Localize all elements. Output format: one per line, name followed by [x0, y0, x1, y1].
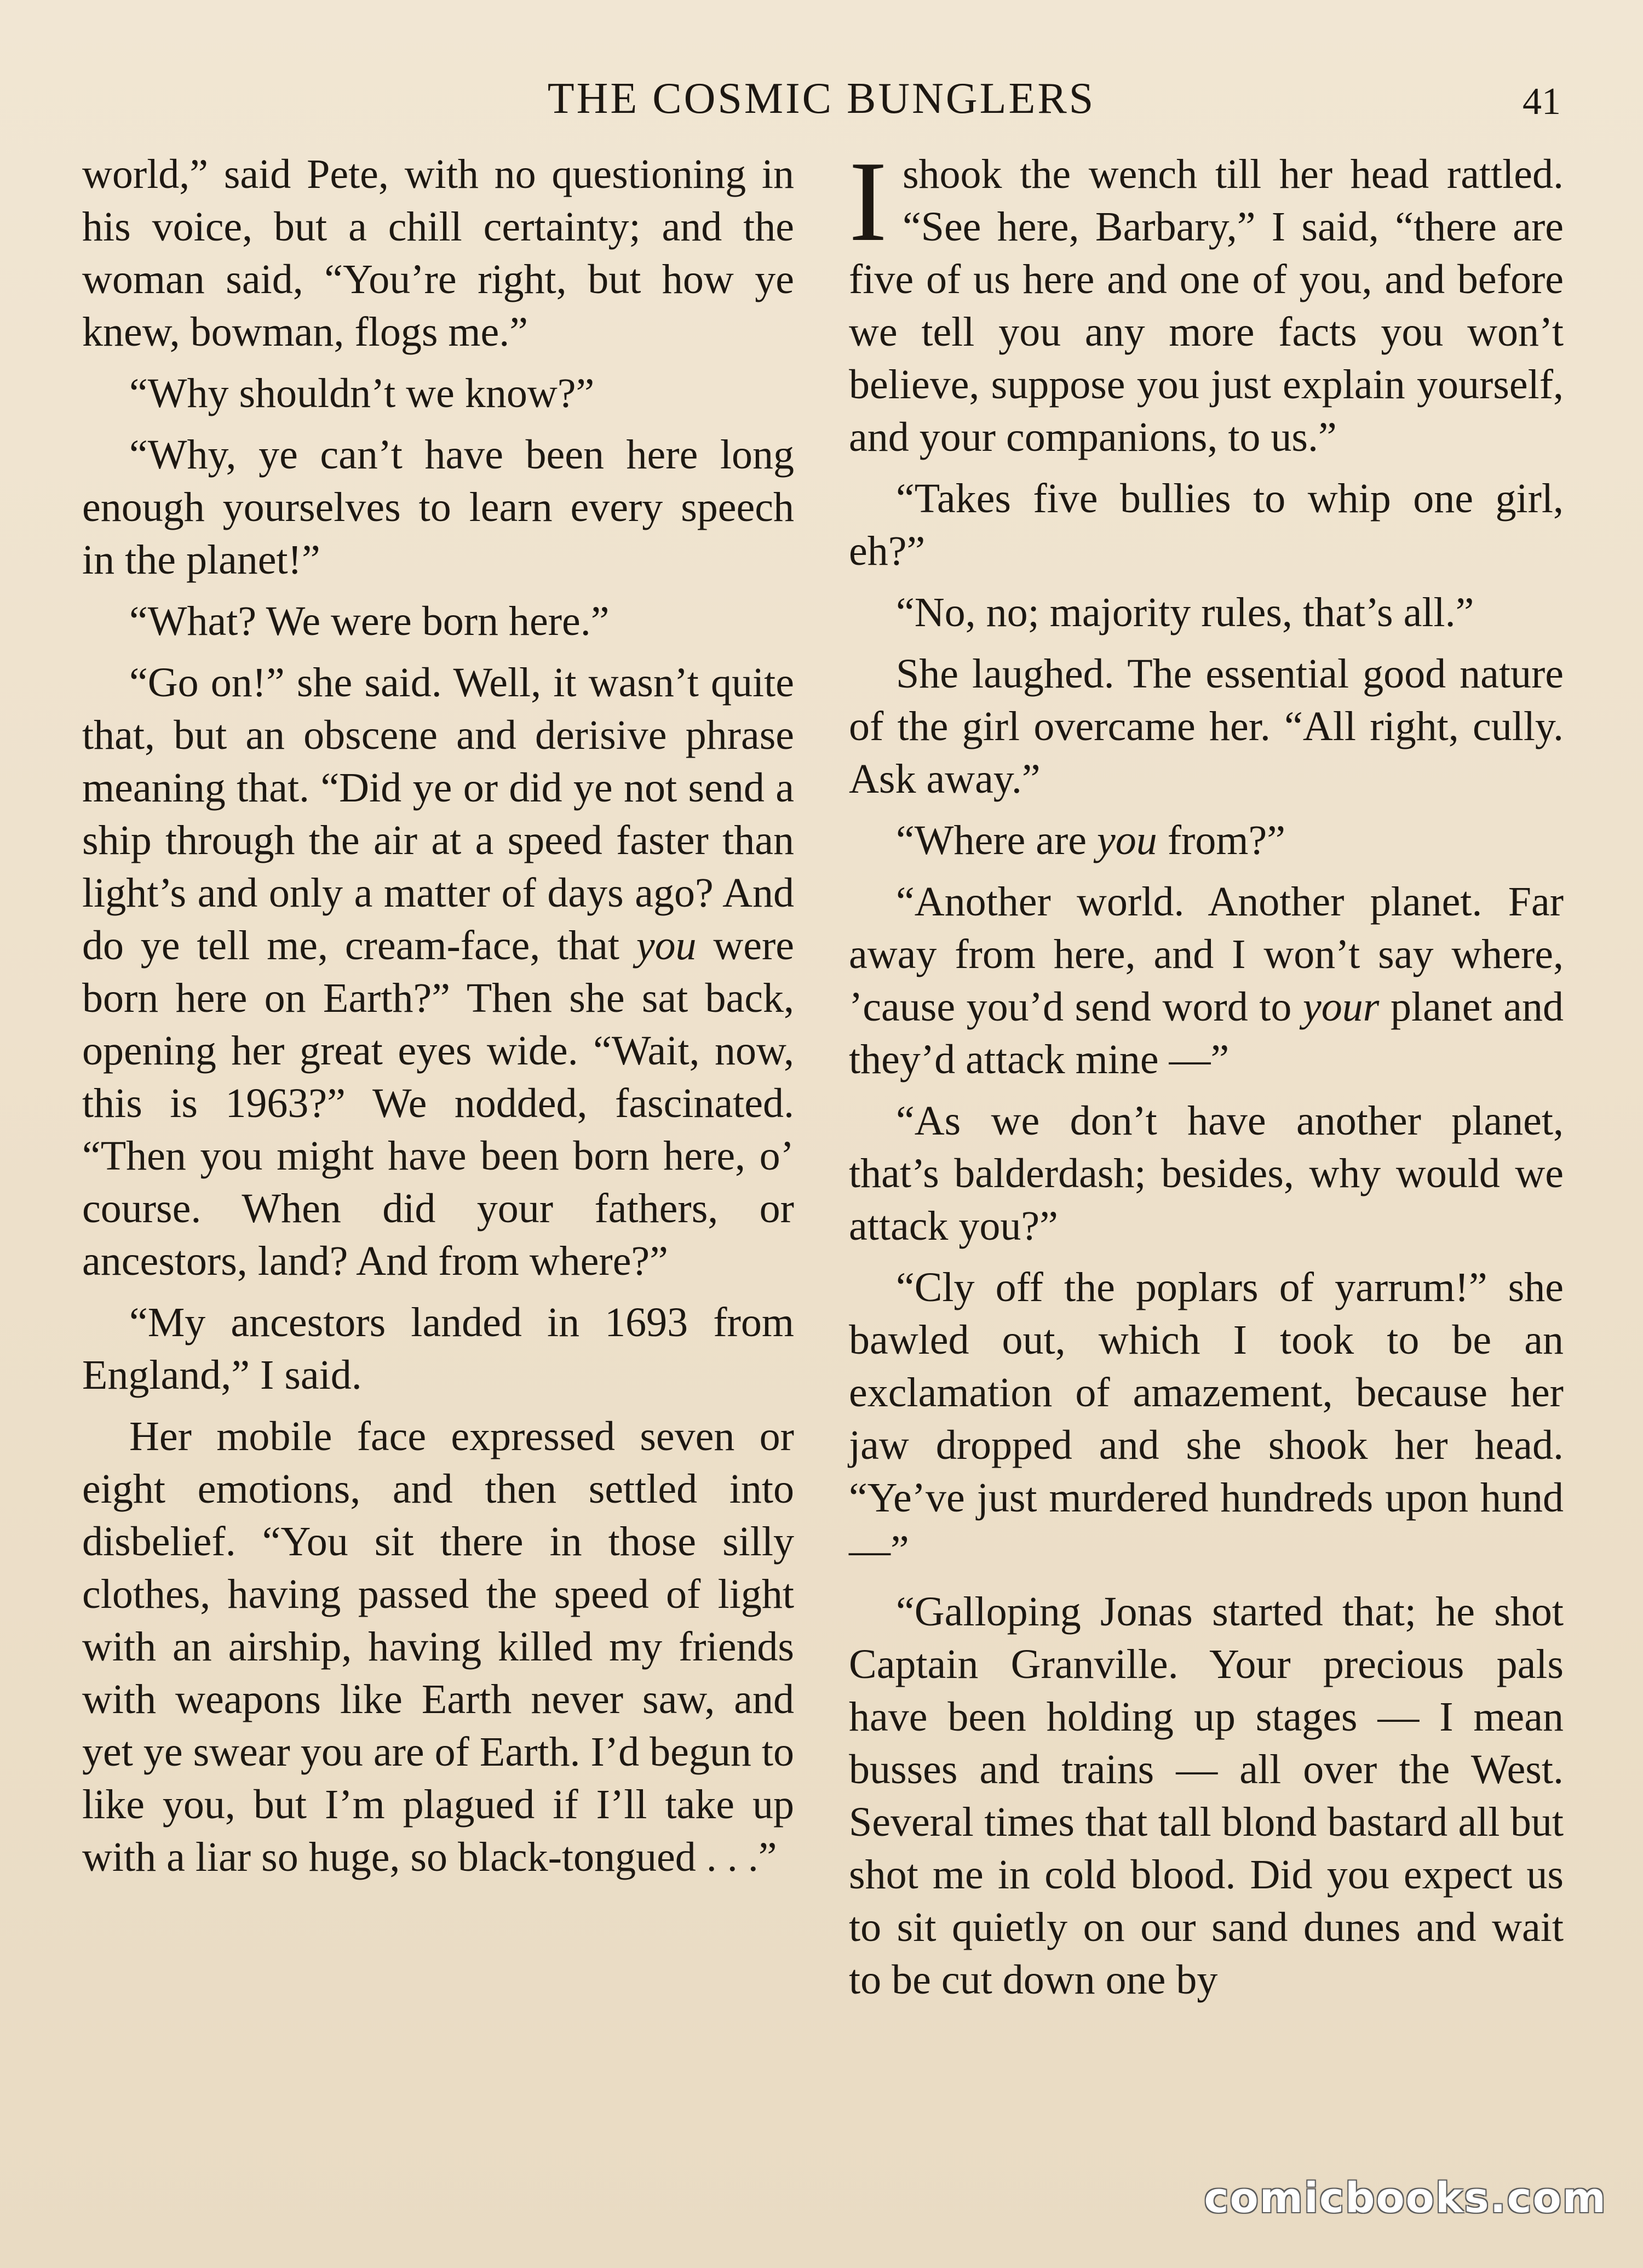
watermark: comicbooks.com: [1204, 2173, 1607, 2222]
paragraph: “Cly off the poplars of yarrum!” she bawled out, which I took to be an exclamation of amazement, because her jaw dropped and she shook her head. “Ye’ve just murdered hundreds upon hund—”: [849, 1264, 1564, 1573]
emphasis: your: [1303, 984, 1380, 1030]
paragraph: “My ancestors landed in 1693 from England,” I said.: [82, 1299, 794, 1398]
right-column: [849, 138, 1564, 2202]
page-number: 41: [1523, 81, 1561, 123]
text-run: shook the wench till her head rattled. “See here, Barbary,” I said, “there are five of us here and one of you, and before we tell you any more facts you won’t believe, suppose you just explain yourself, and your companions, to us.”: [849, 151, 1564, 460]
text-run: “Where are: [896, 817, 1098, 863]
paragraph: “Galloping Jonas started that; he shot Captain Granville. Your precious pals have been holding up stages — I mean busses and trains — all over the West. Several times that tall blond bastard all but shot me in cold blood. Did you expect us to sit quietly on our sand dunes and wait to be cut down one by: [849, 1589, 1564, 2003]
emphasis: you: [1097, 817, 1157, 863]
running-title: THE COSMIC BUNGLERS: [547, 75, 1096, 123]
paragraph: “Why, ye can’t have been here long enough yourselves to learn every speech in the planet!”: [82, 432, 794, 583]
drop-cap: I: [849, 138, 887, 265]
paragraph: [849, 814, 1564, 867]
text-run: “Another world. Another planet. Far away from here, and I won’t say where, ’cause you’d send word to: [849, 879, 1564, 1030]
paragraph: Her mobile face expressed seven or eight emotions, and then settled into disbelief. “You sit there in those silly clothes, having passed the speed of light with an airship, having killed my friends with weapons like Earth never saw, and yet ye swear you are of Earth. I’d begun to like you, but I’m plagued if I’ll take up with a liar so huge, so black-tongued . . .”: [82, 1413, 794, 1880]
emphasis: you: [636, 923, 697, 969]
page-header: [0, 71, 1643, 126]
paragraph: “As we don’t have another planet, that’s balderdash; besides, why would we attack you?”: [849, 1098, 1564, 1249]
left-column: [82, 148, 794, 2202]
paragraph: world,” said Pete, with no questioning in his voice, but a chill certainty; and the woman said, “You’re right, but how ye knew, bowman, flogs me.”: [82, 151, 794, 355]
paragraph: “No, no; majority rules, that’s all.”: [896, 589, 1474, 635]
paragraph: “What? We were born here.”: [129, 598, 610, 644]
paragraph: [849, 138, 1564, 463]
text-run: from?”: [1157, 817, 1285, 863]
text-run: “Go on!” she said. Well, it wasn’t quite that, but an obscene and derisive phrase meaning that. “Did ye or did ye not send a ship through the air at a speed faster than light’s and only a matter of days ago? And do ye tell me, cream-face, that: [82, 660, 794, 969]
paragraph: She laughed. The essential good nature of the girl overcame her. “All right, cully. Ask away.”: [849, 651, 1564, 802]
paragraph: [82, 656, 794, 1287]
paragraph: [849, 875, 1564, 1086]
text-run: planet and they’d attack mine —”: [849, 984, 1564, 1083]
paragraph: “Takes five bullies to whip one girl, eh?”: [849, 476, 1564, 574]
text-run: were born here on Earth?” Then she sat back, opening her great eyes wide. “Wait, now, this is 1963?” We nodded, fascinated. “Then you might have been born here, o’ course. When did your fathers, or ancestors, land? And from where?”: [82, 923, 794, 1284]
paragraph: “Why shouldn’t we know?”: [129, 370, 595, 416]
